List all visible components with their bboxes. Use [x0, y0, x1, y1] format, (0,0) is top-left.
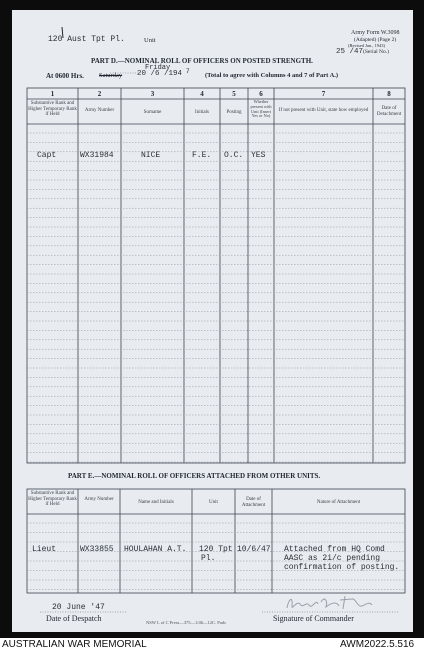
d-header-army-number: Army Number — [84, 108, 115, 113]
caption-institution: AUSTRALIAN WAR MEMORIAL — [2, 639, 147, 650]
e-row-nature-line3: confirmation of posting. — [284, 563, 400, 572]
printer-note: NSW L of C Press—375—1/46—12C. Pads — [146, 620, 226, 625]
form-number: Army Form W.3098 — [351, 30, 400, 36]
d-header-employment: If not present with Unit, state how employed — [278, 108, 369, 113]
col-num-4: 4 — [200, 90, 204, 98]
report-year-digit: 7 — [186, 68, 190, 75]
form-revised: (Revised Jan., 1943) — [348, 43, 385, 48]
e-header-unit: Unit — [209, 500, 218, 505]
e-header-rank: Substantive Rank and Higher Temporary Rank if Held — [28, 491, 77, 507]
e-row-army-number: WX33855 — [80, 545, 114, 554]
d-header-rank: Substantive Rank and Higher Temporary Rank if Held — [28, 101, 77, 117]
caption-strip — [0, 638, 424, 653]
report-date: 20 /6 /194 — [137, 70, 183, 78]
unit-label: Unit — [144, 37, 156, 44]
e-row-unit-line2: Pl. — [201, 554, 216, 563]
caption-accession: AWM2022.5.516 — [340, 639, 415, 650]
e-row-nature-line1: Attached from HQ Comd — [284, 545, 385, 554]
d-row-surname: NICE — [141, 151, 161, 160]
col-num-1: 1 — [50, 90, 55, 98]
e-header-army-number: Army Number — [84, 497, 114, 502]
part-e-title: PART E.—NOMINAL ROLL OF OFFICERS ATTACHED FROM OTHER UNITS. — [68, 472, 321, 480]
part-d-title: PART D.—NOMINAL ROLL OF OFFICERS ON POSTED STRENGTH. — [91, 57, 313, 65]
d-header-posting: Posting — [226, 110, 242, 115]
e-header-date: Date of Attachment — [241, 497, 266, 508]
d-row-present: YES — [251, 151, 266, 160]
d-row-rank: Capt — [37, 151, 57, 160]
serial-label: (Serial No.) — [363, 49, 389, 55]
e-row-unit: 120 Tpt — [199, 545, 233, 554]
col-num-3: 3 — [150, 90, 155, 98]
at-hours-label: At 0600 Hrs. — [46, 72, 84, 80]
commander-signature — [287, 596, 372, 609]
serial-value: 25 /47 — [336, 48, 364, 56]
col-num-7: 7 — [321, 90, 326, 98]
col-num-5: 5 — [232, 90, 236, 98]
e-header-name: Name and Initials — [138, 500, 174, 505]
d-header-initials: Initials — [195, 110, 209, 115]
despatch-date: 20 June '47 — [52, 603, 105, 612]
unit-value: 120 Aust Tpt Pl. — [48, 35, 125, 44]
col-num-6: 6 — [259, 90, 263, 98]
d-header-surname: Surname — [143, 110, 162, 115]
day-struck: Saturday — [99, 72, 123, 79]
d-row-army-number: WX31984 — [80, 151, 114, 160]
col-num-8: 8 — [387, 90, 391, 98]
signature-label: Signature of Commander — [273, 614, 354, 623]
total-note: (Total to agree with Columns 4 and 7 of Part A.) — [205, 72, 339, 79]
form-adapted: (Adapted) (Page 2) — [354, 37, 397, 43]
col-num-2: 2 — [97, 90, 102, 98]
e-header-nature: Nature of Attachment — [316, 500, 361, 505]
day-typed: Friday — [145, 64, 171, 72]
d-header-present: Whether present with Unit (Insert Yes or No) — [250, 99, 272, 119]
despatch-label: Date of Despatch — [46, 614, 102, 623]
e-row-rank: Lieut — [32, 545, 57, 554]
e-row-date: 10/6/47 — [237, 545, 271, 554]
e-row-name: HOULAHAN A.T. — [124, 545, 187, 554]
d-row-initials: F.E. — [192, 151, 212, 160]
d-row-posting: O.C. — [224, 151, 244, 160]
e-row-nature-line2: AASC as 2i/c pending — [284, 554, 381, 563]
d-header-detachment: Date of Detachment — [376, 106, 402, 117]
